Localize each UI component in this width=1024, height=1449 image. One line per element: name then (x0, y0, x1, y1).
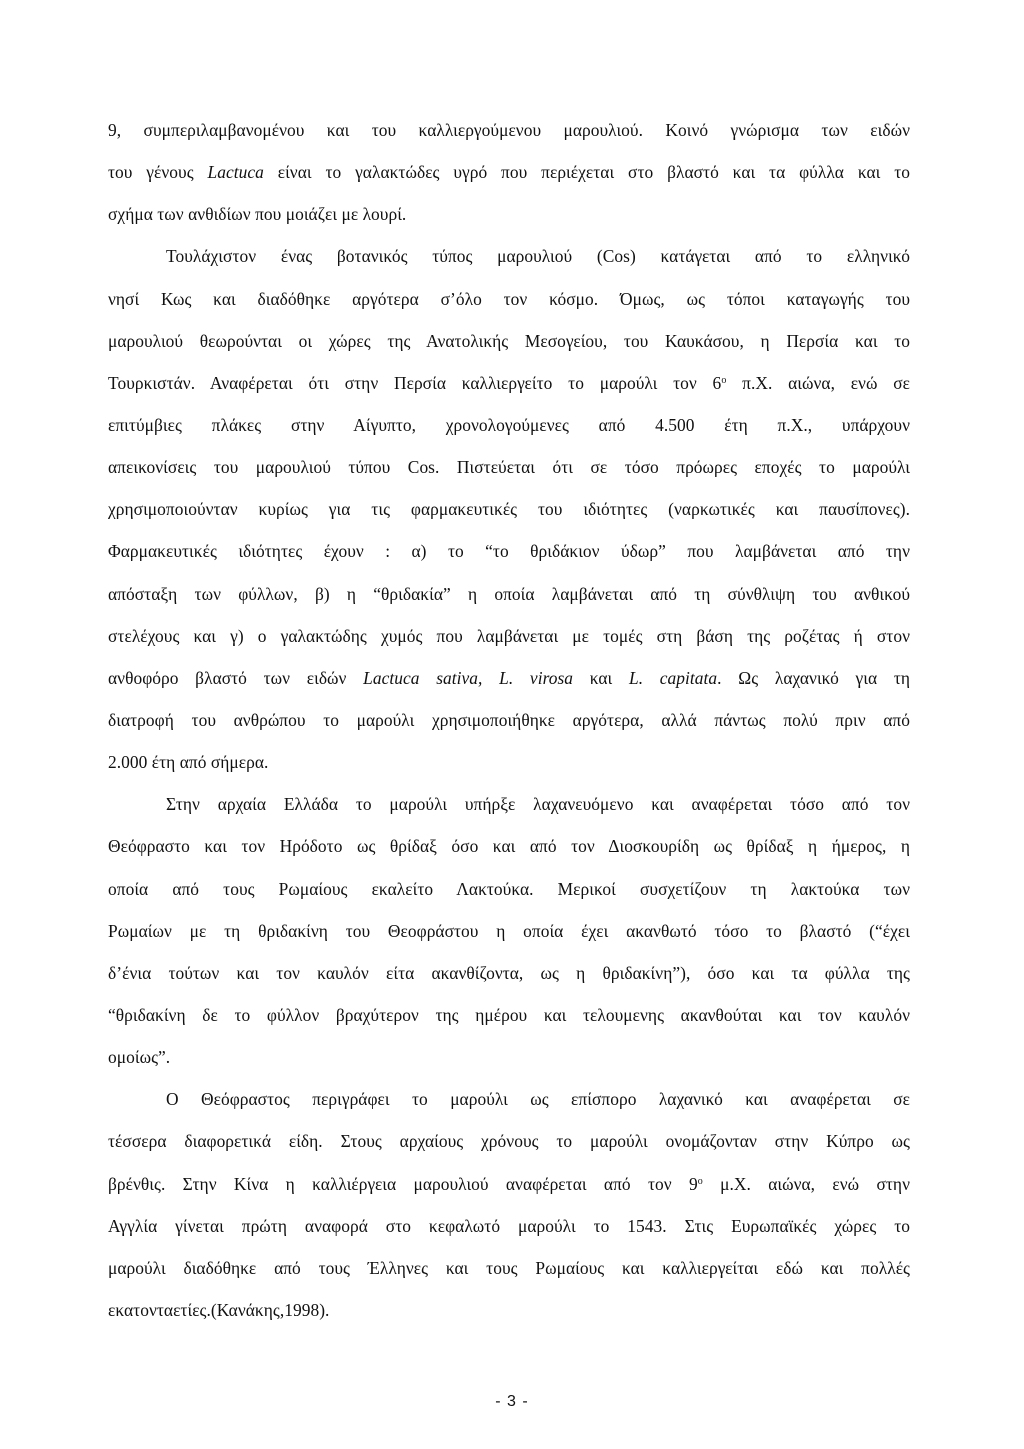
italic-text: Lactuca (207, 162, 264, 183)
text-line: μαρουλιού θεωρούνται οι χώρες της Ανατολικής Μεσογείου, του Καυκάσου, η Περσία και το (108, 330, 910, 351)
text-segment: είναι το γαλακτώδες υγρό που περιέχεται στο βλαστό και τα φύλλα και το (263, 162, 910, 183)
text-line: 9, συμπεριλαμβανομένου και του καλλιεργούμενου μαρουλιού. Κοινό γνώρισμα των ειδών (108, 120, 910, 140)
text-line: χρησιμοποιούνταν κυρίως για τις φαρμακευτικές του ιδιότητες (ναρκωτικές και παυσίπονες). (108, 499, 910, 520)
text-segment: μ.Χ. αιώνα, ενώ στην (702, 1173, 910, 1194)
text-line: Ρωμαίων με τη θριδακίνη του Θεοφράστου η οποία έχει ακανθωτό τόσο το βλαστό (“έχει (108, 920, 910, 941)
text-line: ομοίως”. (108, 1047, 171, 1068)
text-segment: . Ως λαχανικό για τη (717, 667, 911, 688)
text-line: διατροφή του ανθρώπου το μαρούλι χρησιμοποιήθηκε αργότερα, αλλά πάντως πολύ πριν από (108, 709, 910, 730)
text-line: απεικονίσεις του μαρουλιού τύπου Cos. Πιστεύεται ότι σε τόσο πρόωρες εποχές το μαρούλι (108, 457, 910, 478)
text-segment: ανθοφόρο βλαστό των ειδών (108, 667, 364, 688)
superscript: ο (697, 1175, 703, 1187)
text-line: σχήμα των ανθιδίων που μοιάζει με λουρί. (108, 204, 407, 225)
italic-text: Lactuca sativa, L. virosa (363, 667, 574, 688)
italic-text: L. capitata (628, 667, 718, 688)
text-line: Στην αρχαία Ελλάδα το μαρούλι υπήρξε λαχανευόμενο και αναφέρεται τόσο από τον (166, 794, 910, 815)
text-line: επιτύμβιες πλάκες στην Αίγυπτο, χρονολογούμενες από 4.500 έτη π.Χ., υπάρχουν (108, 414, 910, 435)
text-segment: Τουρκιστάν. Αναφέρεται ότι στην Περσία καλλιεργείτο το μαρούλι τον 6 (108, 372, 722, 393)
text-line (108, 1174, 910, 1216)
text-line: εκατονταετίες.(Κανάκης,1998). (108, 1299, 330, 1320)
text-line (108, 668, 910, 710)
text-line: 2.000 έτη από σήμερα. (108, 752, 269, 773)
text-line: Αγγλία γίνεται πρώτη αναφορά στο κεφαλωτό μαρούλι το 1543. Στις Ευρωπαϊκές χώρες το (108, 1215, 910, 1236)
text-line: τέσσερα διαφορετικά είδη. Στους αρχαίους χρόνους το μαρούλι ονομάζονταν στην Κύπρο ως (108, 1131, 910, 1152)
text-line (108, 373, 910, 415)
text-segment: βρένθις. Στην Κίνα η καλλιέργεια μαρουλιού αναφέρεται από τον 9 (108, 1173, 698, 1194)
text-line: Φαρμακευτικές ιδιότητες έχουν : α) το “το θριδάκιον ύδωρ” που λαμβάνεται από την (108, 541, 910, 562)
text-line: μαρούλι διαδόθηκε από τους Έλληνες και τους Ρωμαίους και καλλιεργείται εδώ και πολλές (108, 1257, 910, 1278)
text-line: Ο Θεόφραστος περιγράφει το μαρούλι ως επίσπορο λαχανικό και αναφέρεται σε (166, 1089, 910, 1110)
text-line: οποία από τους Ρωμαίους εκαλείτο Λακτούκα. Μερικοί συσχετίζουν τη λακτούκα των (108, 878, 910, 899)
text-line: δ’ένια τούτων και τον καυλόν είτα ακανθίζοντα, ως η θριδακίνη”), όσο και τα φύλλα της (108, 962, 910, 983)
text-line: νησί Κως και διαδόθηκε αργότερα σ’όλο τον κόσμο. Όμως, ως τόποι καταγωγής του (108, 288, 910, 309)
page-number: - 3 - (495, 1393, 529, 1410)
text-line: στελέχους και γ) ο γαλακτώδης χυμός που λαμβάνεται με τομές στη βάση της ροζέτας ή στον (108, 625, 910, 646)
text-segment: π.Χ. αιώνα, ενώ σε (726, 372, 910, 393)
text-segment: του γένους (108, 162, 208, 183)
text-line: “θριδακίνη δε το φύλλον βραχύτερον της ημέρου και τελουμενης ακανθούται και τον καυλόν (108, 1004, 910, 1025)
superscript: ο (721, 374, 727, 386)
document-body (108, 120, 910, 1342)
text-line: Τουλάχιστον ένας βοτανικός τύπος μαρουλιού (Cos) κατάγεται από το ελληνικό (166, 246, 910, 267)
text-line: απόσταξη των φύλλων, β) η “θριδακία” η οποία λαμβάνεται από τη σύνθλιψη του ανθικού (108, 583, 910, 604)
text-segment: και (573, 667, 629, 688)
text-line: Θεόφραστο και τον Ηρόδοτο ως θρίδαξ όσο και από τον Διοσκουρίδη ως θρίδαξ η ήμερος, η (108, 836, 910, 857)
text-line (108, 162, 910, 204)
